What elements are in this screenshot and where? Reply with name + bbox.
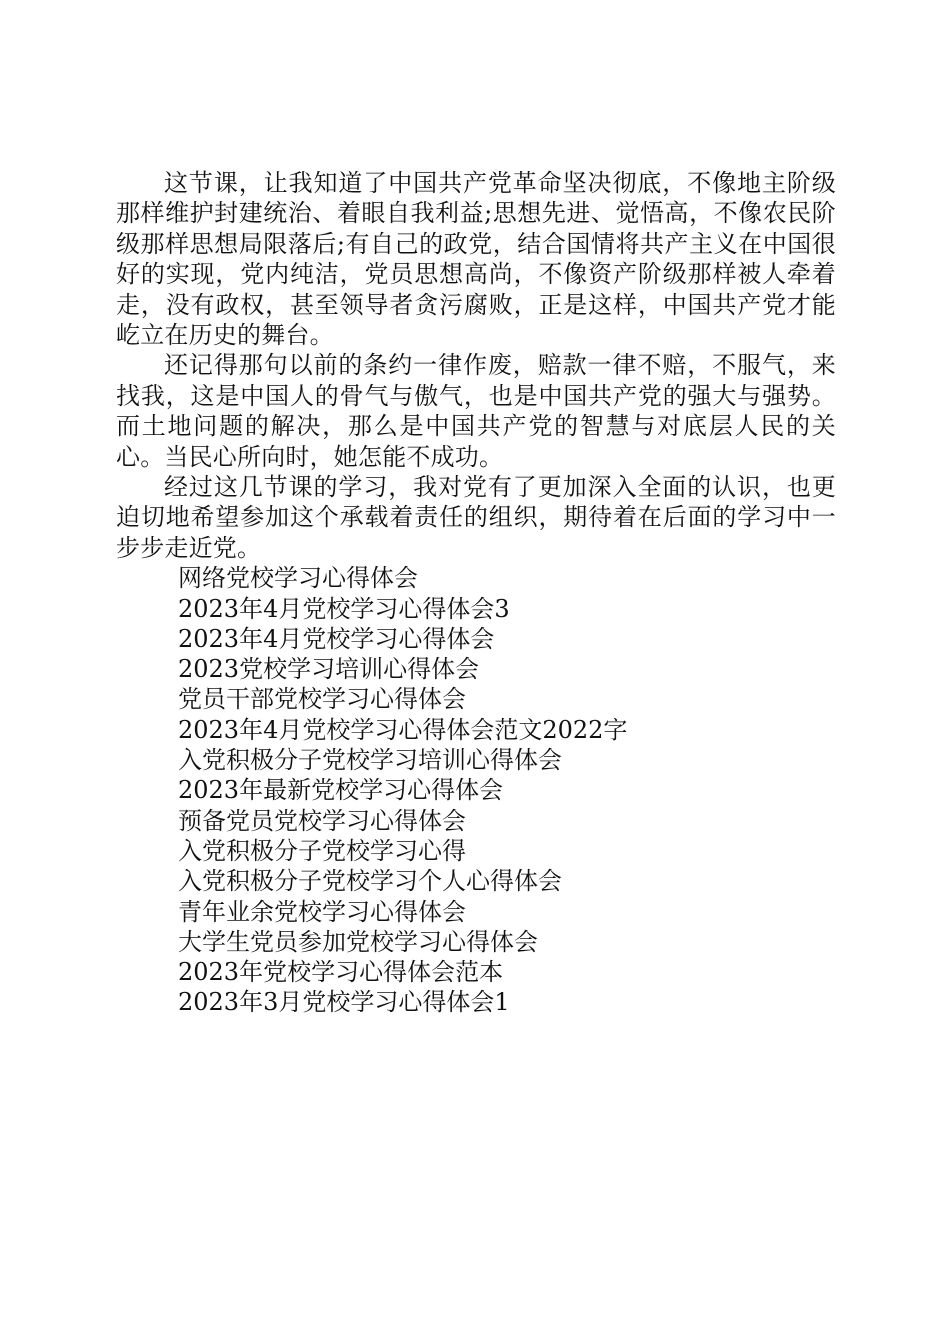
related-link[interactable]: 2023年4月党校学习心得体会 <box>178 624 495 653</box>
body-paragraph: 还记得那句以前的条约一律作废，赔款一律不赔，不服气，来找我，这是中国人的骨气与傲气，也是中国共产党的强大与强势。而土地问题的解决，那么是中国共产党的智慧与对底层人民的关心。当民心所向时，她怎能不成功。 <box>116 351 836 471</box>
related-link[interactable]: 青年业余党校学习心得体会 <box>178 897 466 926</box>
related-link[interactable]: 大学生党员参加党校学习心得体会 <box>178 927 538 956</box>
related-link[interactable]: 2023年3月党校学习心得体会1 <box>178 988 510 1017</box>
related-links-list <box>116 563 836 1017</box>
related-link[interactable]: 2023年4月党校学习心得体会范文2022字 <box>178 715 628 744</box>
related-link[interactable]: 入党积极分子党校学习培训心得体会 <box>178 746 562 775</box>
related-link[interactable]: 党员干部党校学习心得体会 <box>178 685 466 714</box>
related-link[interactable]: 入党积极分子党校学习个人心得体会 <box>178 867 562 896</box>
related-link[interactable]: 2023年党校学习心得体会范本 <box>178 958 504 987</box>
body-paragraph: 这节课，让我知道了中国共产党革命坚决彻底，不像地主阶级那样维护封建统治、着眼自我利益;思想先进、觉悟高，不像农民阶级那样思想局限落后;有自己的政党，结合国情将共产主义在中国很好的实现，党内纯洁，党员思想高尚，不像资产阶级那样被人牵着走，没有政权，甚至领导者贪污腐败，正是这样，中国共产党才能屹立在历史的舞台。 <box>116 169 836 350</box>
related-link[interactable]: 网络党校学习心得体会 <box>178 564 418 593</box>
body-paragraph: 经过这几节课的学习，我对党有了更加深入全面的认识，也更迫切地希望参加这个承载着责任的组织，期待着在后面的学习中一步步走近党。 <box>116 473 836 562</box>
related-link[interactable]: 2023年最新党校学习心得体会 <box>178 776 504 805</box>
related-link[interactable]: 入党积极分子党校学习心得 <box>178 836 466 865</box>
related-link[interactable]: 预备党员党校学习心得体会 <box>178 806 466 835</box>
document-body <box>116 168 836 1018</box>
related-link[interactable]: 2023党校学习培训心得体会 <box>178 655 480 684</box>
related-link[interactable]: 2023年4月党校学习心得体会3 <box>178 594 510 623</box>
